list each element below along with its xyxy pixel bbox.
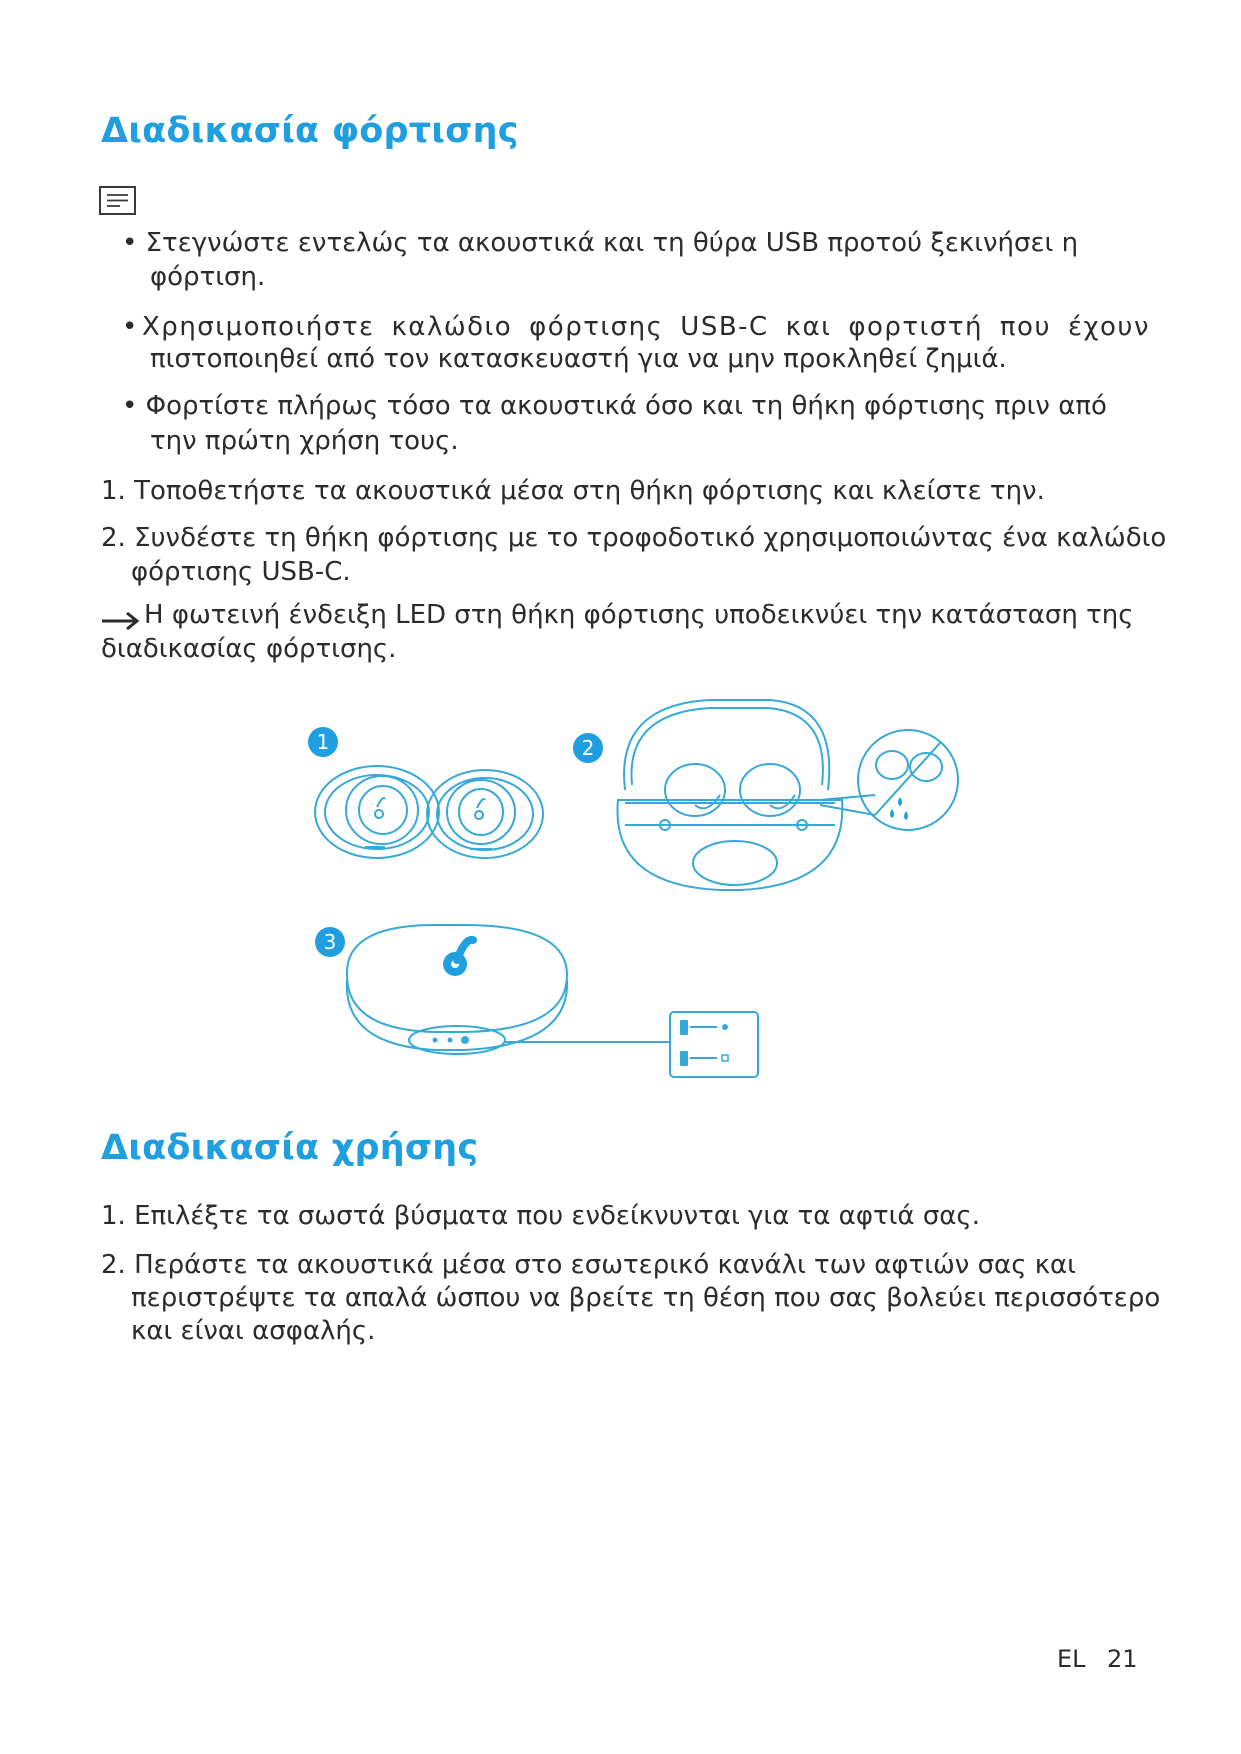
section-title-charging: Διαδικασία φόρτισης bbox=[101, 111, 519, 151]
step-item-continued: φόρτισης USB-C. bbox=[131, 557, 351, 587]
step-item: 1. Τοποθετήστε τα ακουστικά μέσα στη θήκη φόρτισης και κλείστε την. bbox=[101, 476, 1045, 506]
step-item-continued: περιστρέψτε τα απαλά ώσπου να βρείτε τη θέση που σας βολεύει περισσότερο bbox=[131, 1283, 1161, 1313]
result-text-continued: διαδικασίας φόρτισης. bbox=[101, 634, 397, 664]
earbuds-illustration bbox=[305, 722, 550, 862]
result-text: Η φωτεινή ένδειξη LED στη θήκη φόρτισης υποδεικνύει την κατάσταση της bbox=[144, 600, 1134, 630]
step-item: 2. Συνδέστε τη θήκη φόρτισης με το τροφοδοτικό χρησιμοποιώντας ένα καλώδιο bbox=[101, 523, 1167, 553]
bullet-item: • Στεγνώστε εντελώς τα ακουστικά και τη θύρα USB προτού ξεκινήσει η bbox=[122, 228, 1079, 258]
page-number: 21 bbox=[1107, 1645, 1138, 1673]
arrow-right-icon bbox=[100, 610, 142, 632]
open-case-illustration bbox=[570, 695, 970, 895]
bullet-text: Φορτίστε πλήρως τόσο τα ακουστικά όσο και τη θήκη φόρτισης πριν από bbox=[145, 391, 1107, 421]
step-item: 1. Επιλέξτε τα σωστά βύσματα που ενδείκνυνται για τα αφτιά σας. bbox=[101, 1201, 980, 1231]
bullet-text-continued: πιστοποιηθεί από τον κατασκευαστή για να μην προκληθεί ζημιά. bbox=[150, 344, 1007, 374]
note-icon bbox=[99, 186, 136, 215]
bullet-text-continued: την πρώτη χρήση τους. bbox=[150, 426, 459, 456]
figure-label-1: 1 bbox=[316, 730, 330, 754]
figure-label-3: 3 bbox=[323, 930, 337, 954]
bullet-text: Χρησιμοποιήστε καλώδιο φόρτισης USB-C και φορτιστή που έχουν bbox=[142, 312, 1150, 342]
bullet-text: Στεγνώστε εντελώς τα ακουστικά και τη θύρα USB προτού ξεκινήσει η bbox=[145, 228, 1079, 258]
step-item: 2. Περάστε τα ακουστικά μέσα στο εσωτερικό κανάλι των αφτιών σας και bbox=[101, 1250, 1076, 1280]
figure-label-2: 2 bbox=[581, 736, 595, 760]
closed-case-charging-illustration bbox=[305, 920, 765, 1080]
section-title-usage: Διαδικασία χρήσης bbox=[101, 1128, 479, 1168]
bullet-marker: • bbox=[122, 312, 138, 342]
footer-language: EL bbox=[1057, 1645, 1086, 1673]
step-item-continued: και είναι ασφαλής. bbox=[131, 1316, 376, 1346]
bullet-item: • Φορτίστε πλήρως τόσο τα ακουστικά όσο και τη θήκη φόρτισης πριν από bbox=[122, 391, 1107, 421]
bullet-text-continued: φόρτιση. bbox=[150, 262, 266, 292]
